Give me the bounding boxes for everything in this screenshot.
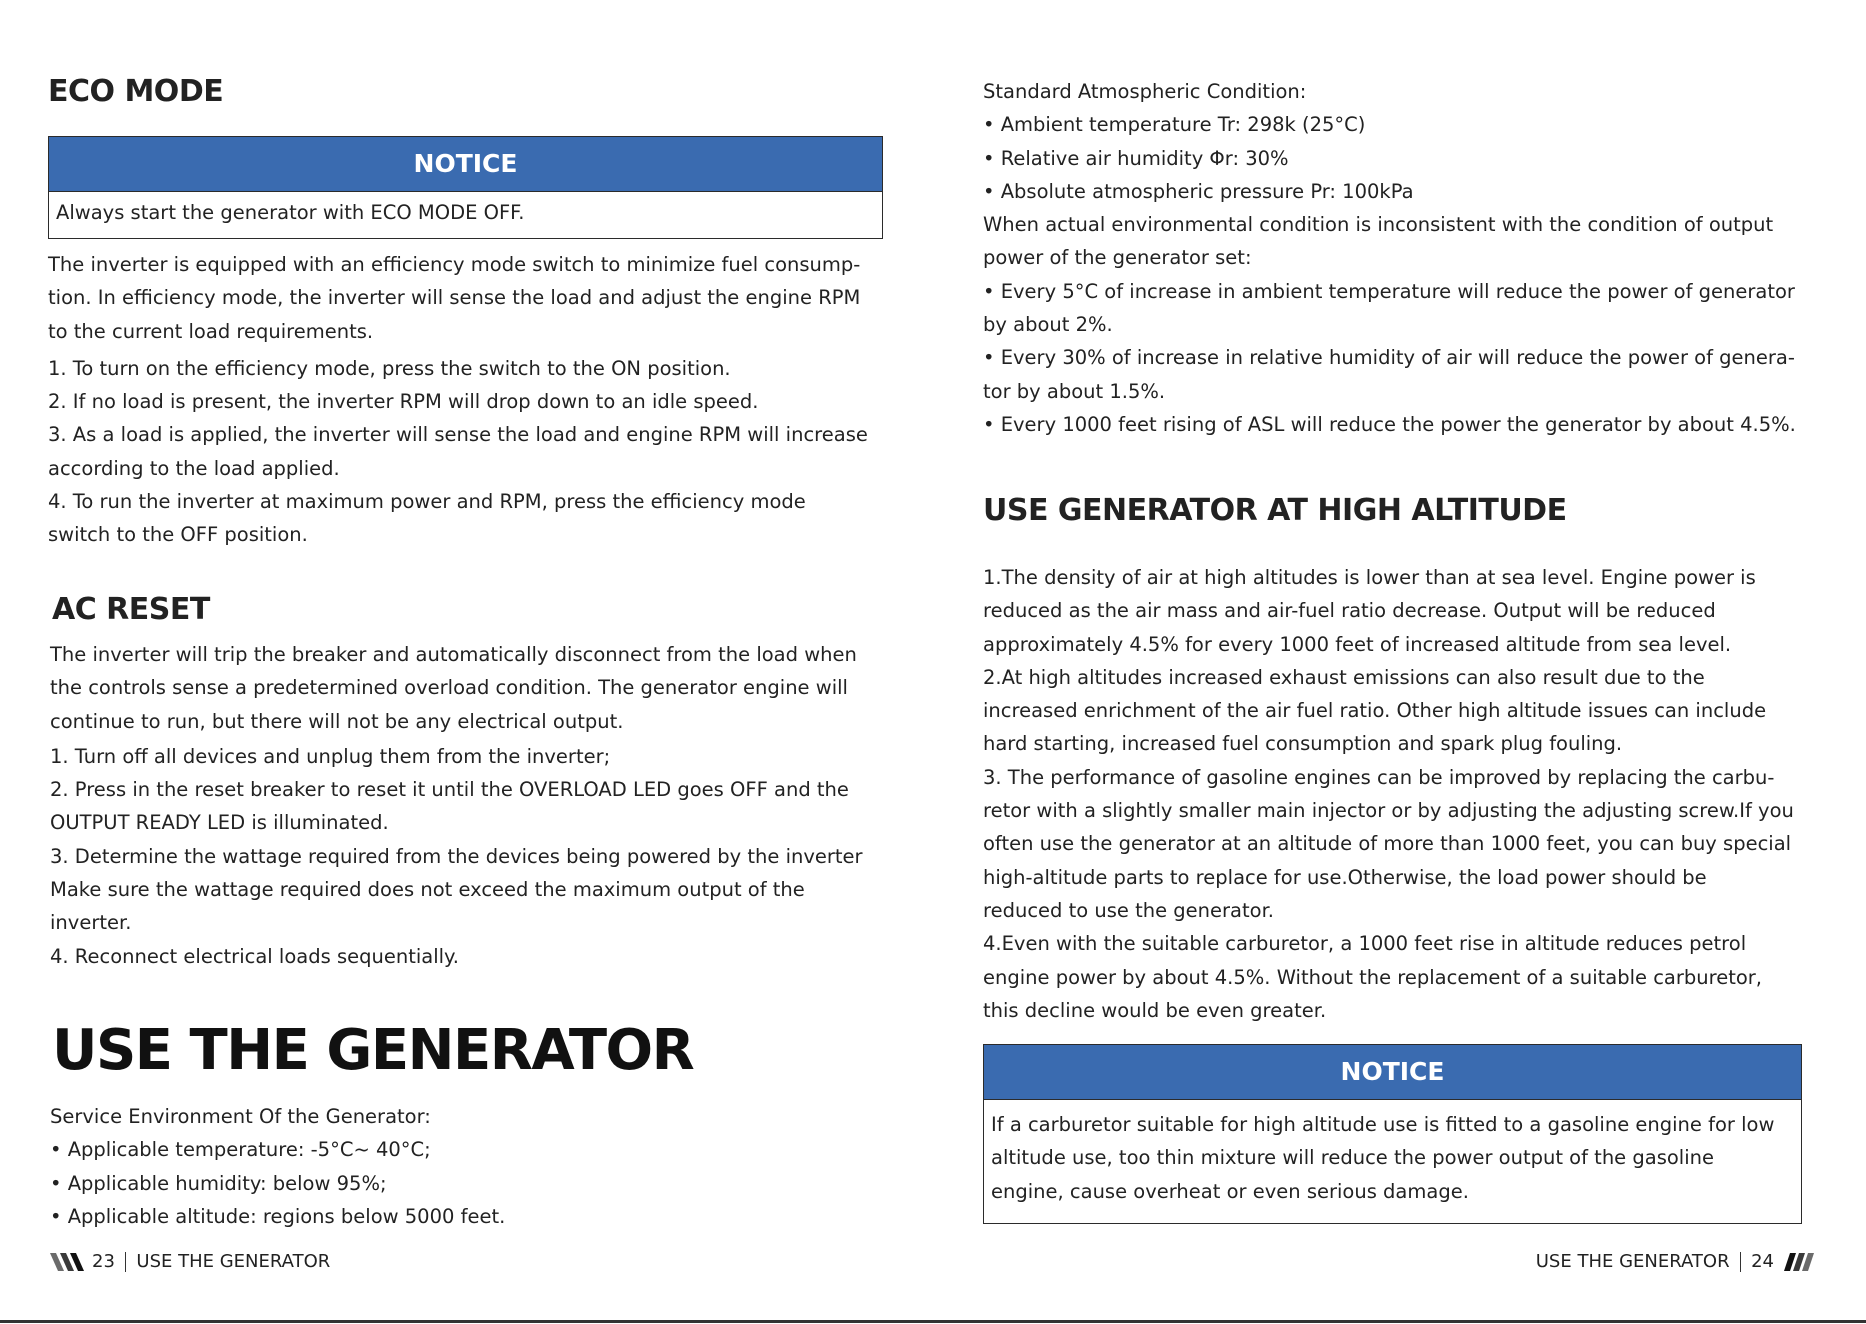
- eco-mode-heading: ECO MODE: [48, 74, 224, 109]
- text-line: • Applicable altitude: regions below 5000 feet.: [50, 1204, 506, 1228]
- left-page-footer: [50, 1251, 330, 1272]
- eco-mode-text: [48, 248, 898, 552]
- text-line: 4.Even with the suitable carburetor, a 1000 feet rise in altitude reduces petrol: [983, 932, 1747, 956]
- text-line: The inverter will trip the breaker and automatically disconnect from the load when: [50, 643, 857, 666]
- text-line: 3. Determine the wattage required from the devices being powered by the inverter: [50, 844, 863, 868]
- text-line: this decline would be even greater.: [983, 998, 1327, 1022]
- text-line: power of the generator set:: [983, 246, 1252, 270]
- text-line: 1. To turn on the efficiency mode, press the switch to the ON position.: [48, 356, 731, 380]
- text-line: 4. To run the inverter at maximum power and RPM, press the efficiency mode: [48, 490, 806, 514]
- high-altitude-text: [983, 561, 1833, 1027]
- notice-header: NOTICE: [984, 1045, 1801, 1100]
- text-line: hard starting, increased fuel consumption and spark plug fouling.: [983, 732, 1623, 756]
- text-line: • Absolute atmospheric pressure Pr: 100kPa: [983, 179, 1414, 203]
- text-line: engine power by about 4.5%. Without the replacement of a suitable carburetor,: [983, 965, 1763, 989]
- notice-header: NOTICE: [49, 137, 882, 192]
- ac-reset-heading: AC RESET: [52, 592, 210, 627]
- text-line: Make sure the wattage required does not exceed the maximum output of the: [50, 878, 805, 902]
- text-line: the controls sense a predetermined overload condition. The generator engine will: [50, 676, 848, 700]
- text-line: When actual environmental condition is inconsistent with the condition of output: [983, 213, 1774, 237]
- text-line: switch to the OFF position.: [48, 523, 308, 547]
- text-line: • Applicable humidity: below 95%;: [50, 1171, 387, 1195]
- high-altitude-heading: USE GENERATOR AT HIGH ALTITUDE: [983, 493, 1567, 528]
- text-line: • Relative air humidity Φr: 30%: [983, 146, 1289, 170]
- text-line: by about 2%.: [983, 313, 1113, 337]
- ac-reset-text: [50, 638, 900, 973]
- service-environment-text: [50, 1100, 870, 1233]
- text-line: retor with a slightly smaller main injector or by adjusting the adjusting screw.If you: [983, 799, 1794, 823]
- notice-line: altitude use, too thin mixture will reduce the power output of the gasoline: [991, 1146, 1714, 1170]
- text-line: 2.At high altitudes increased exhaust emissions can also result due to the: [983, 665, 1705, 689]
- stripes-icon: [50, 1253, 84, 1271]
- text-line: • Ambient temperature Tr: 298k (25°C): [983, 113, 1366, 137]
- text-line: • Applicable temperature: -5°C~ 40°C;: [50, 1138, 431, 1162]
- notice-body: [984, 1100, 1801, 1214]
- page-number: 24: [1751, 1251, 1774, 1272]
- text-line: 1. Turn off all devices and unplug them from the inverter;: [50, 744, 611, 768]
- text-line: • Every 5°C of increase in ambient temperature will reduce the power of generator: [983, 279, 1795, 303]
- text-line: reduced to use the generator.: [983, 898, 1275, 922]
- text-line: reduced as the air mass and air-fuel ratio decrease. Output will be reduced: [983, 599, 1716, 623]
- text-line: Service Environment Of the Generator:: [50, 1105, 431, 1128]
- text-line: • Every 30% of increase in relative humidity of air will reduce the power of genera-: [983, 346, 1795, 370]
- text-line: high-altitude parts to replace for use.Otherwise, the load power should be: [983, 865, 1707, 889]
- footer-divider: [125, 1252, 127, 1272]
- notice-line: engine, cause overheat or even serious damage.: [991, 1179, 1469, 1203]
- text-line: often use the generator at an altitude of more than 1000 feet, you can buy special: [983, 832, 1792, 856]
- standard-conditions-text: [983, 75, 1833, 441]
- text-line: • Every 1000 feet rising of ASL will reduce the power the generator by about 4.5%.: [983, 412, 1796, 436]
- text-line: OUTPUT READY LED is illuminated.: [50, 811, 389, 835]
- text-line: increased enrichment of the air fuel ratio. Other high altitude issues can include: [983, 699, 1767, 723]
- text-line: 3. The performance of gasoline engines can be improved by replacing the carbu-: [983, 765, 1775, 789]
- text-line: to the current load requirements.: [48, 319, 374, 343]
- notice-body: Always start the generator with ECO MODE OFF.: [56, 201, 525, 224]
- footer-section-title: USE THE GENERATOR: [136, 1251, 331, 1272]
- footer-divider: [1740, 1252, 1742, 1272]
- text-line: inverter.: [50, 911, 132, 935]
- text-line: tion. In efficiency mode, the inverter will sense the load and adjust the engine RPM: [48, 286, 861, 310]
- text-line: according to the load applied.: [48, 456, 340, 480]
- eco-notice-box: [48, 136, 883, 239]
- text-line: 3. As a load is applied, the inverter will sense the load and engine RPM will increase: [48, 423, 868, 447]
- text-line: 4. Reconnect electrical loads sequentially.: [50, 944, 459, 968]
- text-line: 2. Press in the reset breaker to reset it until the OVERLOAD LED goes OFF and the: [50, 778, 849, 802]
- text-line: 1.The density of air at high altitudes is lower than at sea level. Engine power is: [983, 566, 1756, 589]
- stripes-icon: [1784, 1253, 1814, 1271]
- text-line: tor by about 1.5%.: [983, 379, 1166, 403]
- text-line: continue to run, but there will not be any electrical output.: [50, 709, 624, 733]
- use-generator-heading: USE THE GENERATOR: [52, 1018, 694, 1083]
- text-line: Standard Atmospheric Condition:: [983, 80, 1307, 103]
- text-line: The inverter is equipped with an efficiency mode switch to minimize fuel consump-: [48, 253, 861, 276]
- right-page-footer: [1536, 1251, 1814, 1272]
- bottom-rule: [0, 1320, 1866, 1323]
- altitude-notice-box: [983, 1044, 1802, 1224]
- text-line: 2. If no load is present, the inverter RPM will drop down to an idle speed.: [48, 390, 759, 414]
- notice-line: If a carburetor suitable for high altitude use is fitted to a gasoline engine for low: [991, 1113, 1775, 1136]
- page-number: 23: [92, 1251, 115, 1272]
- text-line: approximately 4.5% for every 1000 feet of increased altitude from sea level.: [983, 632, 1732, 656]
- footer-section-title: USE THE GENERATOR: [1535, 1251, 1730, 1272]
